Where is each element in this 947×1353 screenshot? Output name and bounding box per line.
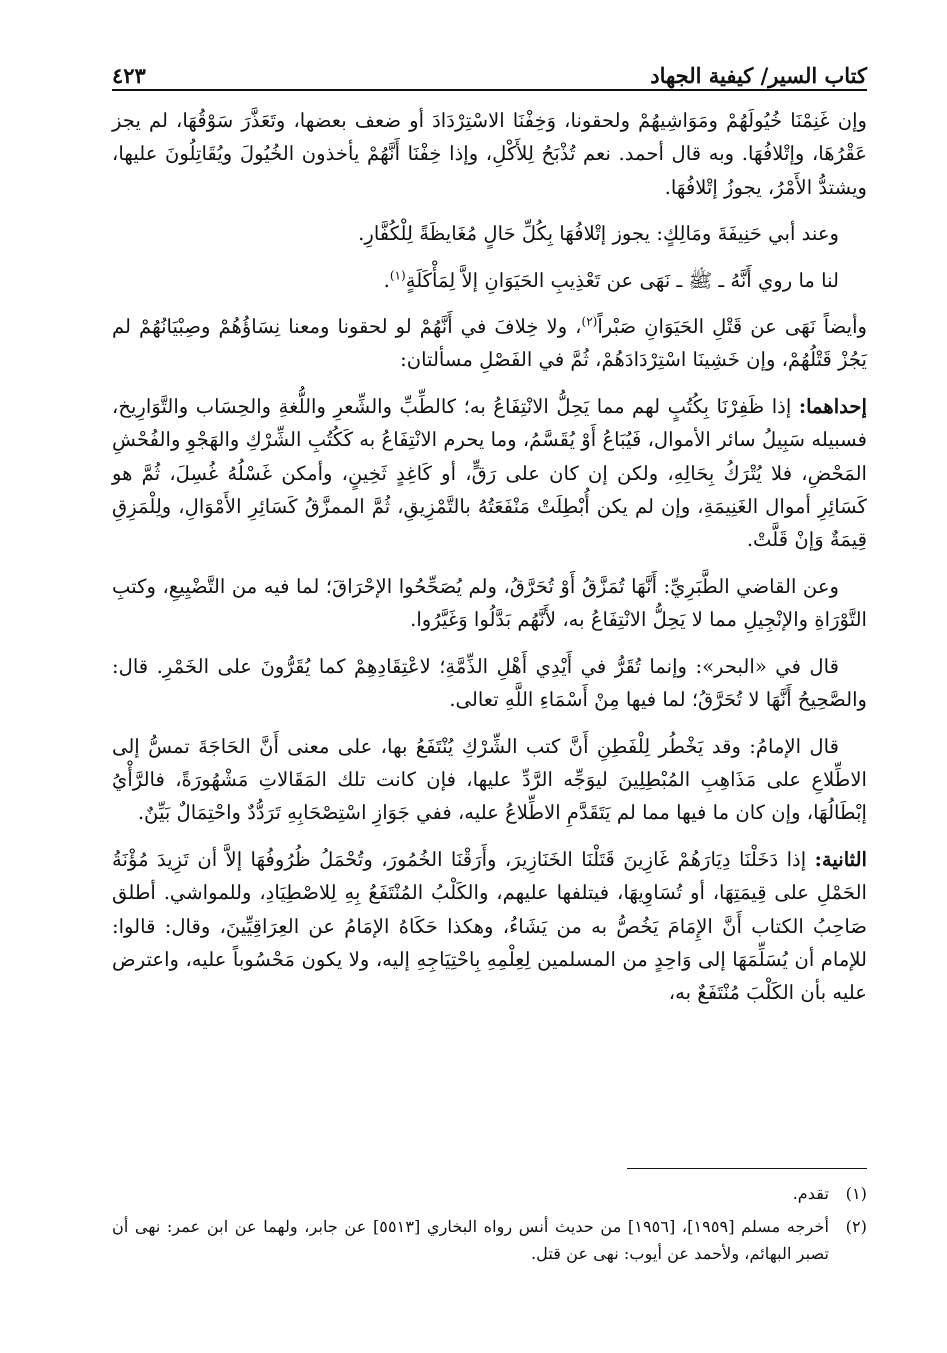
- paragraph-1: وإن غَنِمْنَا خُيُولَهُمْ ومَوَاشِيهُمْ ولحقونا، وَخِفْنَا الاسْتِرْدَادَ أو ضعف بعضها، وتَعَذَّرَ سَوْقُهَا، لم يجز عَقْرُهَا، وإتْلافُهَا. وبه قال أحمد. نعم تُذْبَحُ لِلأَكْلِ، وإذا خِفْنَا أَنَّهُمْ يأخذون الخُيُولَ ويُقَاتِلُونَ عليها، ويشتدُّ الأَمْرُ، يجوزُ إتْلافُهَا.: [112, 109, 867, 199]
- paragraph-8: قال الإمامُ: وقد يَخْطُر لِلْفَطِنِ أَنَّ كتب الشِّرْكِ يُنْتَفَعُ بها، على معنى أَنَّ الحَاجَةَ تمسُّ إلى الاطِّلاعِ على مَذَاهِبِ المُبْطِلِينَ ليوَجِّه الرَّدِّ عليها، فإن كانت تلك المَقَالاتِ مَشْهُورَةً، فالرَّأْيُ إبْطَالُهَا، وإن كان ما فيها مما لم يَتَقَدَّمِ الاطِّلاعُ عليه، ففي جَوَازِ اسْتِصْحَابِهِ تَرَدُّدٌ واحْتِمَالٌ بَيِّنٌ.: [112, 734, 867, 825]
- body-text: [112, 104, 867, 1023]
- footnote-2: [112, 1213, 867, 1267]
- footnote-ref-1: (١): [389, 268, 406, 283]
- first-issue-lead: إحداهما:: [798, 394, 867, 418]
- footnote-text: تقدم.: [792, 1184, 829, 1203]
- paragraph-4: وأيضاً نَهَى عن قَتْلِ الحَيَوَانِ صَبْراً$^{(٢)}$، ولا خِلافَ في أَنَّهُمْ لو لحقونا ومعنا نِسَاؤُهُمْ وصِبْيَانُهُمْ لم يَجُزْ قَتْلُهُمْ، وإن خَشِينَا اسْتِرْدَادَهُمْ، ثُمَّ في الفَصْلِ مسألتان:: [112, 314, 867, 372]
- header-rule: [112, 89, 867, 91]
- paragraph-5: إحداهما: إذا ظَفِرْنَا بِكُتُبٍ لهم مما يَحِلُّ الانْتِفَاعُ به؛ كالطِّبِّ والشِّعرِ واللُّغةِ والحِسَاب والتَّوَارِيخ، فسبيله سَبِيلُ سائر الأموال، فَيُبَاعُ أَوْ يُقَسَّمُ، وما يحرم الانْتِفَاعُ به كَكُتُبِ الشِّرْكِ والهَجْوِ والفُحْشِ المَحْضِ، فلا يُتْرَكُ بِحَالِهِ، ولكن إن كان على رَقٍّ، أو كَاغِدٍ ثَخِينٍ، وأمكن غَسْلُهُ غُسِلَ، ثُمَّ هو كَسَائِرِ أموال الغَنِيمَةِ، وإن لم يكن أُبْطِلَتْ مَنْفَعَتُهُ بالتَّمْزِيقِ، ثُمَّ الممزَّقُ كَسَائِرِ الأَمْوَالِ، ولِلْمَزِقِ قِيمَةٌ وَإنْ قَلَّتْ.: [112, 394, 867, 552]
- paragraph-9: الثانية: إذا دَخَلْنَا دِيَارَهُمْ غَازِينَ قَتَلْنَا الخَنَازِيرَ، وأَرَقْنَا الخُمُورَ، وتُحْمَلُ ظُرُوفُهَا إلاَّ أن تَزِيدَ مُؤْنَةُ الحَمْلِ على قِيمَتِهَا، أو تُسَاوِيهَا، فيتلفها عليهم، والكَلْبُ المُنْتَفَعُ بِهِ لِلاصْطِيَادِ، وللمواشي. أطلق صَاحِبُ الكتاب أَنَّ الإِمَامَ يَخُصُّ به من يَشَاءُ، وهكذا حَكَاهُ الإمَامُ عن العِرَاقِيِّينَ، وقال: قالوا: للإمام أن يُسَلِّمَهَا إلى وَاحِدٍ من المسلمين لِعِلْمِهِ بِاحْتِيَاجِهِ إليه، ولا يكون مَحْسُوباً عليه، واعترض عليه بأن الكَلْبَ مُنْتَفَعٌ به،: [112, 847, 867, 1005]
- footnote-number: (٢): [845, 1217, 867, 1236]
- footnote-rule: [627, 1168, 867, 1169]
- footnote-number: (١): [845, 1184, 867, 1203]
- paragraph-6: وعن القاضي الطَّبَرِيِّ: أَنَّهَا تُمَزَّقُ أَوْ تُحَرَّقُ، ولم يُصَحِّحُوا الإحْرَاقَ؛ لما فيه من التَّضْيِيعِ، وكتبِ التَّوْرَاةِ والإنْجِيلِ مما لا يَحِلُّ الانْتِفَاعُ به، لأَنَّهُم بَدَّلُوا وَغَيَّرُوا.: [112, 574, 867, 632]
- footnote-1: [112, 1180, 867, 1207]
- running-title: كتاب السير/ كيفية الجهاد: [650, 63, 867, 88]
- footnote-text: أخرجه مسلم [١٩٥٩]، [١٩٥٦] من حديث أنس رواه البخاري [٥٥١٣] عن جابر، ولهما عن ابن عمر: نهى أن تصبر البهائم، ولأحمد عن أيوب: نهى عن قتل.: [112, 1217, 829, 1263]
- paragraph-2: وعند أبي حَنِيفَةَ ومَالِكٍ: يجوز إتْلافُهَا بِكُلِّ حَالٍ مُغَايظَةً لِلْكُفَّارِ.: [358, 222, 839, 246]
- footnotes: [112, 1180, 867, 1273]
- paragraph-3: لنا ما روي أَنَّهُ ـ ﷺ ـ نَهَى عن تَعْذِيبِ الحَيَوَانِ إلاَّ لِمَأْكَلَةٍ$^{(١)}$.: [383, 268, 839, 292]
- page-header: [112, 52, 867, 88]
- second-issue-lead: الثانية:: [814, 847, 867, 871]
- page-number: ٤٢٣: [112, 63, 146, 88]
- paragraph-7: قال في «البحر»: وإنما تُقَرُّ في أَيْدِي أَهْلِ الذِّمَّةِ؛ لاعْتِقَادِهِمْ كما يُقَرُّونَ على الخَمْرِ. قال: والصَّحِيحُ أَنَّهَا لا تُحَرَّقُ؛ لما فيها مِنْ أَسْمَاءِ اللَّهِ تعالى.: [112, 654, 867, 712]
- footnote-ref-2: (٢): [581, 314, 598, 329]
